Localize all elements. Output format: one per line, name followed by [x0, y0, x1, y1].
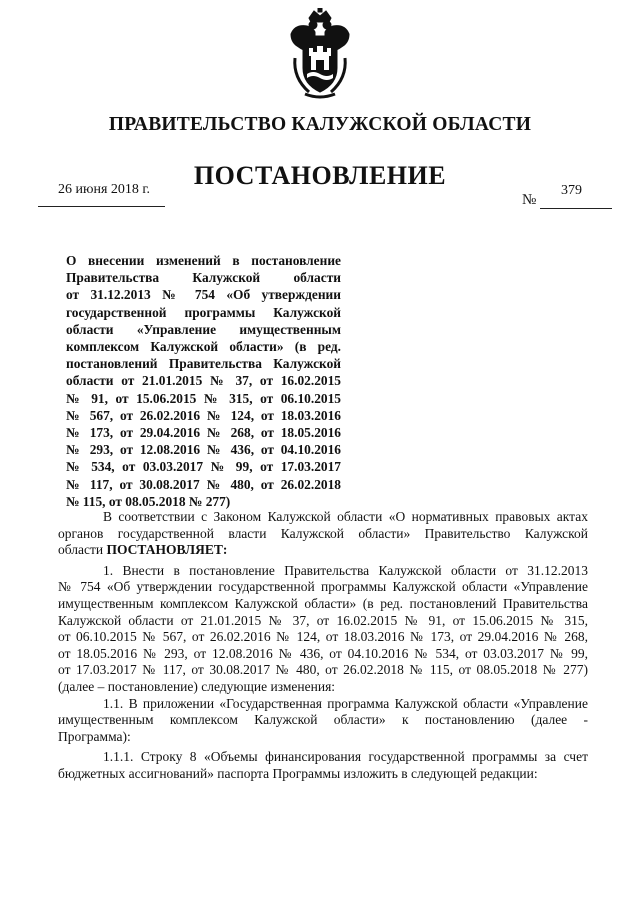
document-date: 26 июня 2018 г.	[58, 182, 151, 197]
document-type-title: ПОСТАНОВЛЕНИЕ	[193, 161, 447, 190]
body-line: 1. Внести в постановление Правительства Калужской области от 31.12.2013	[103, 562, 588, 578]
document-number: 379	[561, 183, 582, 198]
date-underline	[38, 206, 165, 207]
body-line: органов государственной власти Калужской области» Правительство Калужской	[58, 525, 588, 541]
subject-line: Правительства Калужской области	[66, 270, 341, 286]
subject-line: № 115, от 08.05.2018 № 277)	[66, 493, 231, 509]
body-line: Программа):	[58, 728, 131, 744]
subject-line: № 173, от 29.04.2016 № 268, от 18.05.2016	[66, 425, 341, 441]
subject-line: О внесении изменений в постановление	[66, 253, 341, 268]
body-line: имущественным комплексом Калужской области» (в ред. постановлений Правительства	[58, 595, 588, 611]
government-title: ПРАВИТЕЛЬСТВО КАЛУЖСКОЙ ОБЛАСТИ	[108, 114, 532, 135]
coat-of-arms-icon	[287, 8, 353, 100]
subject-line: комплексом Калужской области» (в ред.	[66, 339, 341, 355]
item-1-1-paragraph	[58, 696, 588, 746]
body-line: 1.1. В приложении «Государственная программа Калужской области «Управление	[103, 695, 588, 711]
body-line: В соответствии с Законом Калужской области «О нормативных правовых актах	[103, 509, 588, 524]
body-line: бюджетных ассигнований» паспорта Программы изложить в следующей редакции:	[58, 765, 538, 781]
document-subject	[66, 252, 341, 510]
subject-line: № 534, от 03.03.2017 № 99, от 17.03.2017	[66, 459, 341, 475]
document-body	[58, 509, 588, 783]
subject-line: № 91, от 15.06.2015 № 315, от 06.10.2015	[66, 390, 341, 406]
resolves-keyword: ПОСТАНОВЛЯЕТ:	[106, 542, 228, 558]
item-1-1-1-paragraph	[58, 749, 588, 782]
body-line: от 18.05.2016 № 293, от 12.08.2016 № 436, от 04.10.2016 № 534, от 03.03.2017 № 99,	[58, 645, 588, 661]
body-line: 1.1.1. Строку 8 «Объемы финансирования государственной программы за счет	[103, 749, 588, 765]
subject-line: области «Управление имущественным	[66, 321, 341, 337]
number-underline	[540, 208, 612, 209]
item-1-paragraph	[58, 563, 588, 696]
body-line	[58, 542, 588, 559]
subject-line: № 117, от 30.08.2017 № 480, от 26.02.2018	[66, 476, 341, 492]
body-line: от 17.03.2017 № 117, от 30.08.2017 № 480, от 26.02.2018 № 115, от 08.05.2018 № 277)	[58, 662, 588, 678]
preamble-paragraph	[58, 509, 588, 559]
subject-line: государственной программы Калужской	[66, 304, 341, 320]
subject-line: области от 21.01.2015 № 37, от 16.02.2015	[66, 373, 341, 389]
body-line: № 754 «Об утверждении государственной программы Калужской области «Управление	[58, 579, 588, 595]
body-line: от 06.10.2015 № 567, от 26.02.2016 № 124, от 18.03.2016 № 173, от 29.04.2016 № 268,	[58, 629, 588, 645]
subject-line: постановлений Правительства Калужской	[66, 356, 341, 372]
body-line: имущественным комплексом Калужской области» к постановлению (далее -	[58, 712, 588, 728]
number-sign: №	[522, 192, 537, 208]
subject-line: от 31.12.2013 № 754 «Об утверждении	[66, 287, 341, 303]
preamble-text: области	[58, 542, 107, 558]
body-line: Калужской области от 21.01.2015 № 37, от 16.02.2015 № 91, от 15.06.2015 № 315,	[58, 612, 588, 628]
body-line: (далее – постановление) следующие изменения:	[58, 678, 336, 694]
subject-line: № 293, от 12.08.2016 № 436, от 04.10.2016	[66, 442, 341, 458]
subject-line: № 567, от 26.02.2016 № 124, от 18.03.2016	[66, 407, 341, 423]
